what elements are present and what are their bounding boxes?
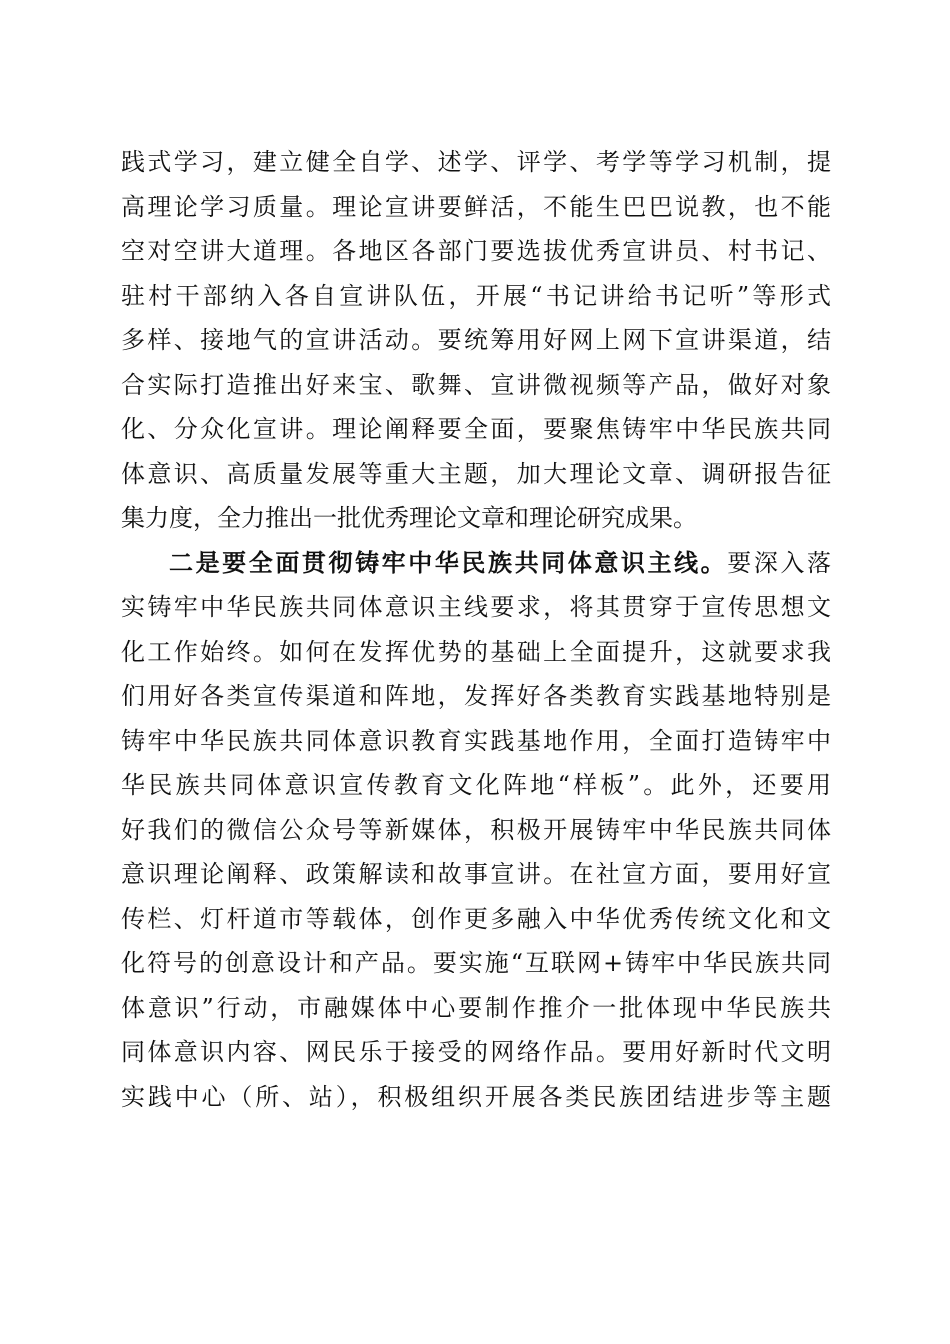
text-line: 同体意识内容、网民乐于接受的网络作品。要用好新时代文明 bbox=[121, 1038, 831, 1066]
text-line: 驻村干部纳入各自宣讲队伍，开展“书记讲给书记听”等形式 bbox=[121, 281, 831, 310]
text-fragment: 要深入落 bbox=[727, 548, 831, 577]
text-line: 化工作始终。如何在发挥优势的基础上全面提升，这就要求我 bbox=[121, 637, 831, 666]
text-line: 实铸牢中华民族共同体意识主线要求，将其贯穿于宣传思想文 bbox=[121, 593, 831, 621]
document-body bbox=[121, 140, 831, 1119]
text-line: 传栏、灯杆道市等载体，创作更多融入中华优秀传统文化和文 bbox=[121, 904, 831, 933]
section-lead-heading: 二是要全面贯彻铸牢中华民族共同体意识主线。 bbox=[169, 547, 728, 577]
text-line: 集力度，全力推出一批优秀理论文章和理论研究成果。 bbox=[121, 504, 697, 532]
text-line: 践式学习，建立健全自学、述学、评学、考学等学习机制，提 bbox=[121, 148, 831, 176]
text-line: 多样、接地气的宣讲活动。要统筹用好网上网下宣讲渠道，结 bbox=[121, 326, 831, 354]
text-line: 体意识、高质量发展等重大主题，加大理论文章、调研报告征 bbox=[121, 459, 831, 488]
text-line: 空对空讲大道理。各地区各部门要选拔优秀宣讲员、村书记、 bbox=[121, 237, 831, 265]
text-line: 意识理论阐释、政策解读和故事宣讲。在社宣方面，要用好宣 bbox=[121, 860, 831, 888]
text-line: 化、分众化宣讲。理论阐释要全面，要聚焦铸牢中华民族共同 bbox=[121, 415, 831, 443]
text-line: 高理论学习质量。理论宣讲要鲜活，不能生巴巴说教，也不能 bbox=[121, 192, 831, 221]
paragraph-1 bbox=[121, 140, 831, 541]
text-line: 好我们的微信公众号等新媒体，积极开展铸牢中华民族共同体 bbox=[121, 815, 831, 844]
text-line: 华民族共同体意识宣传教育文化阵地“样板”。此外，还要用 bbox=[121, 771, 831, 799]
text-line: 合实际打造推出好来宝、歌舞、宣讲微视频等产品，做好对象 bbox=[121, 370, 831, 399]
text-line: 实践中心（所、站），积极组织开展各类民族团结进步等主题 bbox=[121, 1082, 831, 1111]
text-line: 化符号的创意设计和产品。要实施“互联网+铸牢中华民族共同 bbox=[121, 949, 831, 977]
text-line: 体意识”行动，市融媒体中心要制作推介一批体现中华民族共 bbox=[121, 993, 831, 1022]
paragraph-2 bbox=[121, 541, 831, 1120]
paragraph-2-first-line bbox=[121, 541, 831, 586]
text-line: 铸牢中华民族共同体意识教育实践基地作用，全面打造铸牢中 bbox=[121, 726, 831, 755]
text-line: 们用好各类宣传渠道和阵地，发挥好各类教育实践基地特别是 bbox=[121, 682, 831, 710]
